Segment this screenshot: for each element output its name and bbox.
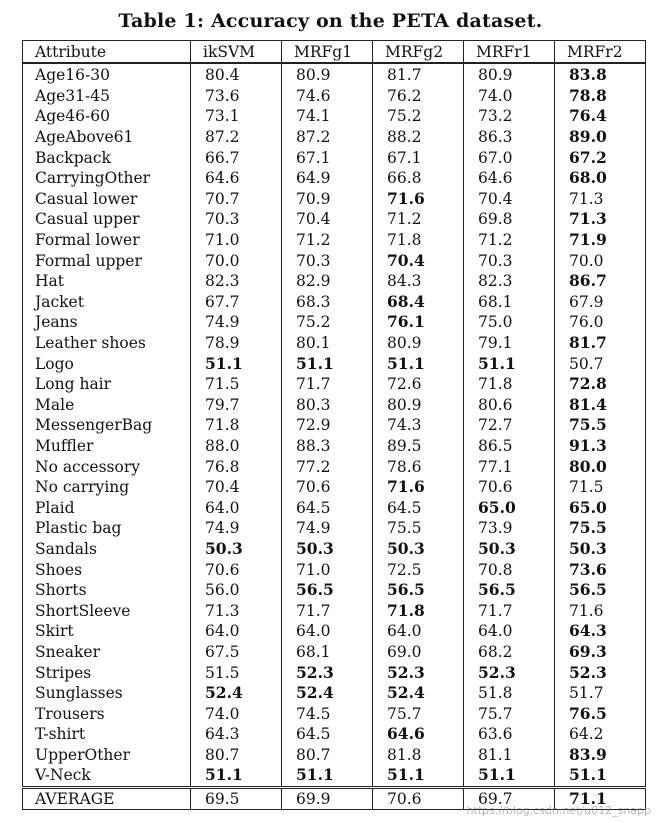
- table-row: [23, 559, 646, 580]
- accuracy-value: 73.1: [191, 106, 282, 127]
- attribute-name: UpperOther: [23, 745, 191, 766]
- accuracy-value: 70.6: [464, 477, 555, 498]
- accuracy-value: 50.3: [464, 539, 555, 560]
- accuracy-value: 52.3: [282, 662, 373, 683]
- attribute-name: Backpack: [23, 147, 191, 168]
- column-header-mrfr2: MRFr2: [555, 41, 646, 64]
- accuracy-value: 74.5: [282, 703, 373, 724]
- attribute-name: Jeans: [23, 312, 191, 333]
- accuracy-value: 56.5: [555, 580, 646, 601]
- attribute-name: Sunglasses: [23, 683, 191, 704]
- accuracy-value: 64.9: [282, 168, 373, 189]
- accuracy-value: 70.4: [191, 477, 282, 498]
- accuracy-value: 71.3: [555, 209, 646, 230]
- accuracy-value: 51.1: [282, 765, 373, 787]
- attribute-name: Stripes: [23, 662, 191, 683]
- accuracy-value: 75.2: [282, 312, 373, 333]
- accuracy-value: 71.9: [555, 230, 646, 251]
- accuracy-value: 64.3: [191, 724, 282, 745]
- attribute-name: T-shirt: [23, 724, 191, 745]
- accuracy-value: 87.2: [191, 127, 282, 148]
- accuracy-value: 71.5: [555, 477, 646, 498]
- accuracy-value: 64.6: [373, 724, 464, 745]
- attribute-name: V-Neck: [23, 765, 191, 787]
- accuracy-value: 74.0: [191, 703, 282, 724]
- attribute-name: Jacket: [23, 292, 191, 313]
- accuracy-value: 70.8: [464, 559, 555, 580]
- accuracy-value: 74.6: [282, 86, 373, 107]
- table-row: [23, 333, 646, 354]
- average-label: AVERAGE: [23, 787, 191, 809]
- accuracy-value: 71.7: [282, 374, 373, 395]
- accuracy-value: 81.8: [373, 745, 464, 766]
- table-row: [23, 477, 646, 498]
- accuracy-value: 51.8: [464, 683, 555, 704]
- accuracy-value: 64.2: [555, 724, 646, 745]
- accuracy-value: 51.1: [555, 765, 646, 787]
- accuracy-value: 71.0: [282, 559, 373, 580]
- accuracy-value: 71.3: [191, 600, 282, 621]
- accuracy-value: 50.3: [555, 539, 646, 560]
- accuracy-value: 69.0: [373, 642, 464, 663]
- accuracy-value: 83.8: [555, 63, 646, 86]
- accuracy-value: 69.8: [464, 209, 555, 230]
- attribute-name: Hat: [23, 271, 191, 292]
- table-row: [23, 642, 646, 663]
- accuracy-value: 64.0: [373, 621, 464, 642]
- accuracy-value: 76.4: [555, 106, 646, 127]
- accuracy-value: 82.3: [464, 271, 555, 292]
- average-value: 69.9: [282, 787, 373, 809]
- table-row: [23, 745, 646, 766]
- table-caption: Table 1: Accuracy on the PETA dataset.: [118, 10, 543, 32]
- table-row: [23, 395, 646, 416]
- accuracy-value: 75.5: [555, 415, 646, 436]
- accuracy-value: 68.0: [555, 168, 646, 189]
- accuracy-value: 88.3: [282, 436, 373, 457]
- accuracy-value: 70.3: [282, 250, 373, 271]
- accuracy-value: 86.7: [555, 271, 646, 292]
- accuracy-value: 71.8: [464, 374, 555, 395]
- accuracy-value: 82.3: [191, 271, 282, 292]
- accuracy-value: 72.6: [373, 374, 464, 395]
- table-row: [23, 436, 646, 457]
- accuracy-value: 78.6: [373, 456, 464, 477]
- accuracy-value: 52.4: [282, 683, 373, 704]
- accuracy-value: 56.5: [464, 580, 555, 601]
- attribute-name: Age46-60: [23, 106, 191, 127]
- accuracy-value: 67.2: [555, 147, 646, 168]
- table-body: [23, 63, 646, 787]
- accuracy-value: 64.6: [464, 168, 555, 189]
- attribute-name: Skirt: [23, 621, 191, 642]
- table-row: [23, 292, 646, 313]
- accuracy-value: 80.9: [464, 63, 555, 86]
- accuracy-value: 70.3: [191, 209, 282, 230]
- accuracy-value: 51.1: [464, 353, 555, 374]
- column-header-mrfg2: MRFg2: [373, 41, 464, 64]
- accuracy-value: 72.9: [282, 415, 373, 436]
- table-row: [23, 621, 646, 642]
- accuracy-value: 72.5: [373, 559, 464, 580]
- accuracy-value: 75.0: [464, 312, 555, 333]
- table-row: [23, 518, 646, 539]
- accuracy-value: 89.0: [555, 127, 646, 148]
- accuracy-value: 68.2: [464, 642, 555, 663]
- accuracy-value: 73.2: [464, 106, 555, 127]
- accuracy-value: 67.1: [373, 147, 464, 168]
- accuracy-value: 51.7: [555, 683, 646, 704]
- table-row: [23, 271, 646, 292]
- table-row: [23, 703, 646, 724]
- attribute-name: Formal lower: [23, 230, 191, 251]
- accuracy-value: 82.9: [282, 271, 373, 292]
- attribute-name: Long hair: [23, 374, 191, 395]
- accuracy-value: 50.3: [282, 539, 373, 560]
- accuracy-value: 71.7: [464, 600, 555, 621]
- attribute-name: Formal upper: [23, 250, 191, 271]
- accuracy-value: 80.7: [282, 745, 373, 766]
- accuracy-value: 71.2: [282, 230, 373, 251]
- accuracy-value: 72.8: [555, 374, 646, 395]
- accuracy-value: 50.3: [373, 539, 464, 560]
- accuracy-value: 81.7: [373, 63, 464, 86]
- accuracy-value: 68.1: [464, 292, 555, 313]
- accuracy-value: 64.5: [282, 724, 373, 745]
- accuracy-value: 80.0: [555, 456, 646, 477]
- accuracy-value: 70.4: [282, 209, 373, 230]
- accuracy-value: 64.5: [373, 497, 464, 518]
- accuracy-value: 81.7: [555, 333, 646, 354]
- accuracy-value: 78.9: [191, 333, 282, 354]
- accuracy-value: 80.6: [464, 395, 555, 416]
- table-row: [23, 456, 646, 477]
- table-row: [23, 765, 646, 787]
- accuracy-value: 80.3: [282, 395, 373, 416]
- accuracy-value: 68.3: [282, 292, 373, 313]
- table-row: [23, 415, 646, 436]
- accuracy-value: 51.1: [191, 765, 282, 787]
- table-row: [23, 662, 646, 683]
- attribute-name: ShortSleeve: [23, 600, 191, 621]
- accuracy-value: 70.9: [282, 189, 373, 210]
- accuracy-value: 76.0: [555, 312, 646, 333]
- column-header-iksvm: ikSVM: [191, 41, 282, 64]
- average-value: 71.1: [555, 787, 646, 809]
- watermark: https://blog.csdn.net/u012_snapp: [466, 804, 651, 817]
- accuracy-value: 51.1: [373, 353, 464, 374]
- attribute-name: Sneaker: [23, 642, 191, 663]
- accuracy-value: 71.2: [373, 209, 464, 230]
- table-row: [23, 127, 646, 148]
- accuracy-value: 70.4: [373, 250, 464, 271]
- accuracy-value: 74.1: [282, 106, 373, 127]
- accuracy-value: 77.1: [464, 456, 555, 477]
- accuracy-value: 50.3: [191, 539, 282, 560]
- accuracy-value: 80.1: [282, 333, 373, 354]
- accuracy-value: 64.5: [282, 497, 373, 518]
- accuracy-value: 76.2: [373, 86, 464, 107]
- attribute-name: Plastic bag: [23, 518, 191, 539]
- accuracy-value: 80.4: [191, 63, 282, 86]
- accuracy-value: 81.1: [464, 745, 555, 766]
- table-row: [23, 63, 646, 86]
- table-row: [23, 539, 646, 560]
- accuracy-value: 70.3: [464, 250, 555, 271]
- accuracy-value: 67.7: [191, 292, 282, 313]
- attribute-name: Muffler: [23, 436, 191, 457]
- accuracy-value: 86.3: [464, 127, 555, 148]
- accuracy-value: 51.1: [282, 353, 373, 374]
- attribute-name: Shoes: [23, 559, 191, 580]
- attribute-name: MessengerBag: [23, 415, 191, 436]
- accuracy-value: 88.0: [191, 436, 282, 457]
- accuracy-value: 80.9: [282, 63, 373, 86]
- table-row: [23, 189, 646, 210]
- table-row: [23, 312, 646, 333]
- accuracy-value: 71.8: [373, 600, 464, 621]
- accuracy-value: 70.6: [191, 559, 282, 580]
- accuracy-value: 51.1: [191, 353, 282, 374]
- accuracy-value: 88.2: [373, 127, 464, 148]
- accuracy-value: 71.8: [373, 230, 464, 251]
- accuracy-value: 70.0: [191, 250, 282, 271]
- accuracy-value: 75.5: [555, 518, 646, 539]
- attribute-name: CarryingOther: [23, 168, 191, 189]
- table-row: [23, 374, 646, 395]
- table-row: [23, 600, 646, 621]
- accuracy-value: 67.1: [282, 147, 373, 168]
- accuracy-value: 73.9: [464, 518, 555, 539]
- table-row: [23, 250, 646, 271]
- accuracy-value: 74.9: [191, 312, 282, 333]
- attribute-name: Logo: [23, 353, 191, 374]
- table-row: [23, 724, 646, 745]
- accuracy-value: 52.4: [191, 683, 282, 704]
- attribute-name: Age31-45: [23, 86, 191, 107]
- accuracy-value: 73.6: [191, 86, 282, 107]
- accuracy-value: 69.3: [555, 642, 646, 663]
- accuracy-value: 51.5: [191, 662, 282, 683]
- accuracy-value: 50.7: [555, 353, 646, 374]
- accuracy-value: 71.2: [464, 230, 555, 251]
- accuracy-value: 74.9: [191, 518, 282, 539]
- accuracy-value: 67.5: [191, 642, 282, 663]
- accuracy-value: 52.3: [464, 662, 555, 683]
- accuracy-value: 67.0: [464, 147, 555, 168]
- table-row: [23, 230, 646, 251]
- accuracy-value: 64.0: [282, 621, 373, 642]
- accuracy-value: 80.9: [373, 333, 464, 354]
- accuracy-value: 70.7: [191, 189, 282, 210]
- table-row: [23, 353, 646, 374]
- accuracy-value: 73.6: [555, 559, 646, 580]
- accuracy-value: 87.2: [282, 127, 373, 148]
- accuracy-value: 70.6: [282, 477, 373, 498]
- accuracy-value: 80.9: [373, 395, 464, 416]
- accuracy-value: 71.7: [282, 600, 373, 621]
- accuracy-value: 76.8: [191, 456, 282, 477]
- accuracy-value: 71.8: [191, 415, 282, 436]
- accuracy-value: 75.7: [464, 703, 555, 724]
- average-value: 70.6: [373, 787, 464, 809]
- accuracy-value: 64.0: [191, 497, 282, 518]
- accuracy-value: 64.3: [555, 621, 646, 642]
- accuracy-value: 67.9: [555, 292, 646, 313]
- attribute-name: No carrying: [23, 477, 191, 498]
- accuracy-value: 75.7: [373, 703, 464, 724]
- accuracy-value: 65.0: [464, 497, 555, 518]
- accuracy-value: 56.5: [282, 580, 373, 601]
- accuracy-value: 68.1: [282, 642, 373, 663]
- column-header-mrfr1: MRFr1: [464, 41, 555, 64]
- accuracy-value: 74.9: [282, 518, 373, 539]
- accuracy-value: 56.0: [191, 580, 282, 601]
- table-row: [23, 147, 646, 168]
- accuracy-value: 89.5: [373, 436, 464, 457]
- attribute-name: Age16-30: [23, 63, 191, 86]
- accuracy-value: 83.9: [555, 745, 646, 766]
- attribute-name: AgeAbove61: [23, 127, 191, 148]
- accuracy-value: 84.3: [373, 271, 464, 292]
- table-row: [23, 106, 646, 127]
- table-row: [23, 209, 646, 230]
- accuracy-value: 52.3: [555, 662, 646, 683]
- accuracy-value: 76.1: [373, 312, 464, 333]
- accuracy-value: 64.6: [191, 168, 282, 189]
- accuracy-value: 70.4: [464, 189, 555, 210]
- attribute-name: Shorts: [23, 580, 191, 601]
- attribute-name: Male: [23, 395, 191, 416]
- accuracy-value: 80.7: [191, 745, 282, 766]
- accuracy-value: 71.6: [555, 600, 646, 621]
- accuracy-value: 76.5: [555, 703, 646, 724]
- accuracy-value: 51.1: [373, 765, 464, 787]
- attribute-name: Leather shoes: [23, 333, 191, 354]
- attribute-name: Plaid: [23, 497, 191, 518]
- accuracy-value: 66.8: [373, 168, 464, 189]
- accuracy-value: 70.0: [555, 250, 646, 271]
- accuracy-value: 74.3: [373, 415, 464, 436]
- accuracy-value: 71.6: [373, 477, 464, 498]
- accuracy-value: 74.0: [464, 86, 555, 107]
- accuracy-value: 66.7: [191, 147, 282, 168]
- accuracy-value: 71.6: [373, 189, 464, 210]
- attribute-name: Casual lower: [23, 189, 191, 210]
- attribute-name: Trousers: [23, 703, 191, 724]
- accuracy-value: 72.7: [464, 415, 555, 436]
- accuracy-value: 75.2: [373, 106, 464, 127]
- accuracy-value: 81.4: [555, 395, 646, 416]
- average-value: 69.7: [464, 787, 555, 809]
- accuracy-value: 63.6: [464, 724, 555, 745]
- accuracy-value: 86.5: [464, 436, 555, 457]
- accuracy-value: 68.4: [373, 292, 464, 313]
- accuracy-value: 71.5: [191, 374, 282, 395]
- accuracy-value: 51.1: [464, 765, 555, 787]
- accuracy-value: 79.7: [191, 395, 282, 416]
- accuracy-value: 77.2: [282, 456, 373, 477]
- accuracy-value: 64.0: [191, 621, 282, 642]
- accuracy-value: 91.3: [555, 436, 646, 457]
- header-row: [23, 41, 646, 64]
- accuracy-value: 78.8: [555, 86, 646, 107]
- column-header-mrfg1: MRFg1: [282, 41, 373, 64]
- accuracy-value: 71.0: [191, 230, 282, 251]
- accuracy-value: 75.5: [373, 518, 464, 539]
- table-row: [23, 86, 646, 107]
- accuracy-value: 64.0: [464, 621, 555, 642]
- accuracy-value: 71.3: [555, 189, 646, 210]
- accuracy-value: 65.0: [555, 497, 646, 518]
- accuracy-value: 56.5: [373, 580, 464, 601]
- accuracy-value: 79.1: [464, 333, 555, 354]
- attribute-name: Casual upper: [23, 209, 191, 230]
- accuracy-value: 52.3: [373, 662, 464, 683]
- accuracy-value: 52.4: [373, 683, 464, 704]
- attribute-name: Sandals: [23, 539, 191, 560]
- table-row: [23, 683, 646, 704]
- table-row: [23, 497, 646, 518]
- column-header-attribute: Attribute: [23, 41, 191, 64]
- table-row: [23, 580, 646, 601]
- average-value: 69.5: [191, 787, 282, 809]
- attribute-name: No accessory: [23, 456, 191, 477]
- table-row: [23, 168, 646, 189]
- results-table: [22, 40, 646, 810]
